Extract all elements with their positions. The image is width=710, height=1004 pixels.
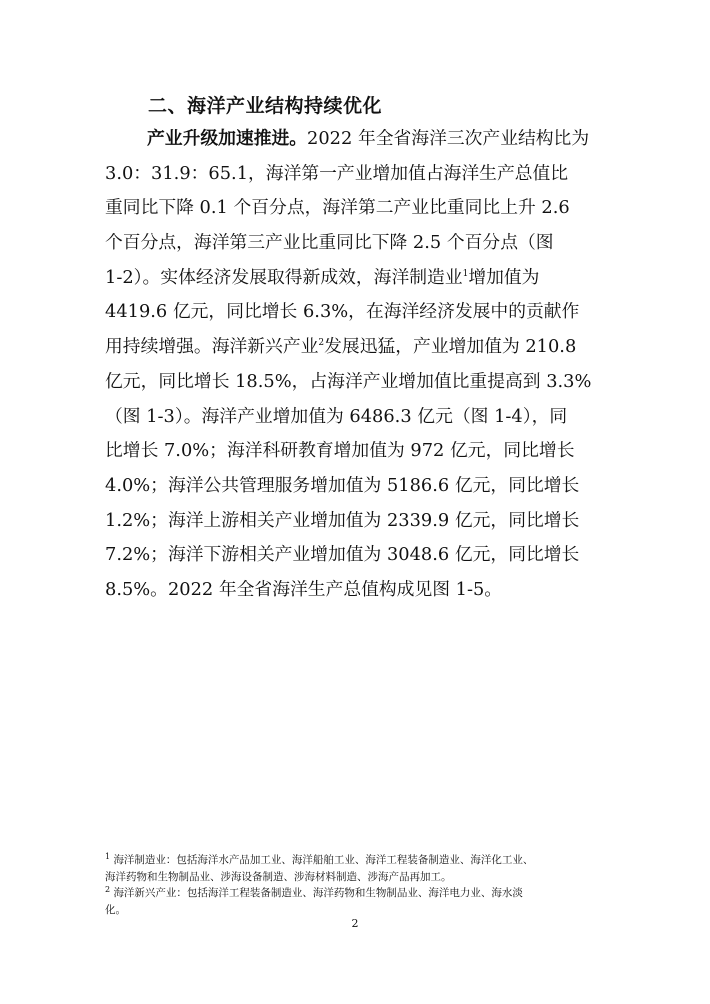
- paragraph-line: 7.2%；海洋下游相关产业增加值为 3048.6 亿元，同比增长: [105, 544, 580, 566]
- footnote-marker: 1: [105, 852, 111, 861]
- section-heading: 二、海洋产业结构持续优化: [148, 95, 383, 117]
- paragraph-line: 个百分点，海洋第三产业比重同比下降 2.5 个百分点（图: [105, 232, 554, 254]
- lead-phrase: 产业升级加速推进。: [147, 128, 308, 149]
- paragraph-line: 4.0%；海洋公共管理服务增加值为 5186.6 亿元，同比增长: [105, 474, 580, 496]
- line-text: 用持续增强。海洋新兴产业: [105, 336, 319, 358]
- line-text: 2022 年全省海洋三次产业结构比为: [307, 128, 590, 149]
- footnote-text: 海洋制造业：包括海洋水产品加工业、海洋船舶工业、海洋工程装备制造业、海洋化工业、: [113, 854, 534, 866]
- paragraph-line: [105, 330, 610, 365]
- body-paragraph: [105, 122, 610, 608]
- line-text: 发展迅猛，产业增加值为 210.8: [324, 336, 577, 358]
- paragraph-line: [105, 122, 610, 157]
- footnote-2-continued: 化。: [105, 903, 126, 916]
- paragraph-line: 4419.6 亿元，同比增长 6.3%，在海洋经济发展中的贡献作: [105, 301, 580, 323]
- line-text: 增加值为: [468, 266, 540, 288]
- paragraph-line: 亿元，同比增长 18.5%，占海洋产业增加值比重提高到 3.3%: [105, 370, 592, 392]
- footnotes: [105, 852, 615, 918]
- paragraph-line: 重同比下降 0.1 个百分点，海洋第二产业比重同比上升 2.6: [105, 197, 570, 219]
- line-text: 1-2）。实体经济发展取得新成效，海洋制造业: [105, 266, 463, 288]
- footnote-marker: 2: [105, 885, 111, 894]
- footnote-2: [105, 885, 615, 902]
- paragraph-line: [105, 261, 610, 296]
- footnote-ref-1[interactable]: 1: [462, 268, 469, 279]
- footnote-1-continued: 海洋药物和生物制品业、涉海设备制造、涉海材料制造、涉海产品再加工。: [105, 870, 452, 883]
- footnote-ref-2[interactable]: 2: [318, 338, 325, 349]
- page-number: 2: [351, 917, 359, 930]
- footnote-text: 海洋新兴产业：包括海洋工程装备制造业、海洋药物和生物制品业、海洋电力业、海水淡: [113, 887, 523, 899]
- paragraph-line: （图 1-3）。海洋产业增加值为 6486.3 亿元（图 1-4），同: [105, 405, 568, 427]
- paragraph-line: 3.0：31.9：65.1，海洋第一产业增加值占海洋生产总值比: [105, 162, 569, 184]
- footnote-1: [105, 852, 615, 869]
- paragraph-line: 8.5%。2022 年全省海洋生产总值构成见图 1-5。: [105, 578, 503, 600]
- paragraph-line: 1.2%；海洋上游相关产业增加值为 2339.9 亿元，同比增长: [105, 509, 580, 531]
- paragraph-line: 比增长 7.0%；海洋科研教育增加值为 972 亿元，同比增长: [105, 440, 575, 462]
